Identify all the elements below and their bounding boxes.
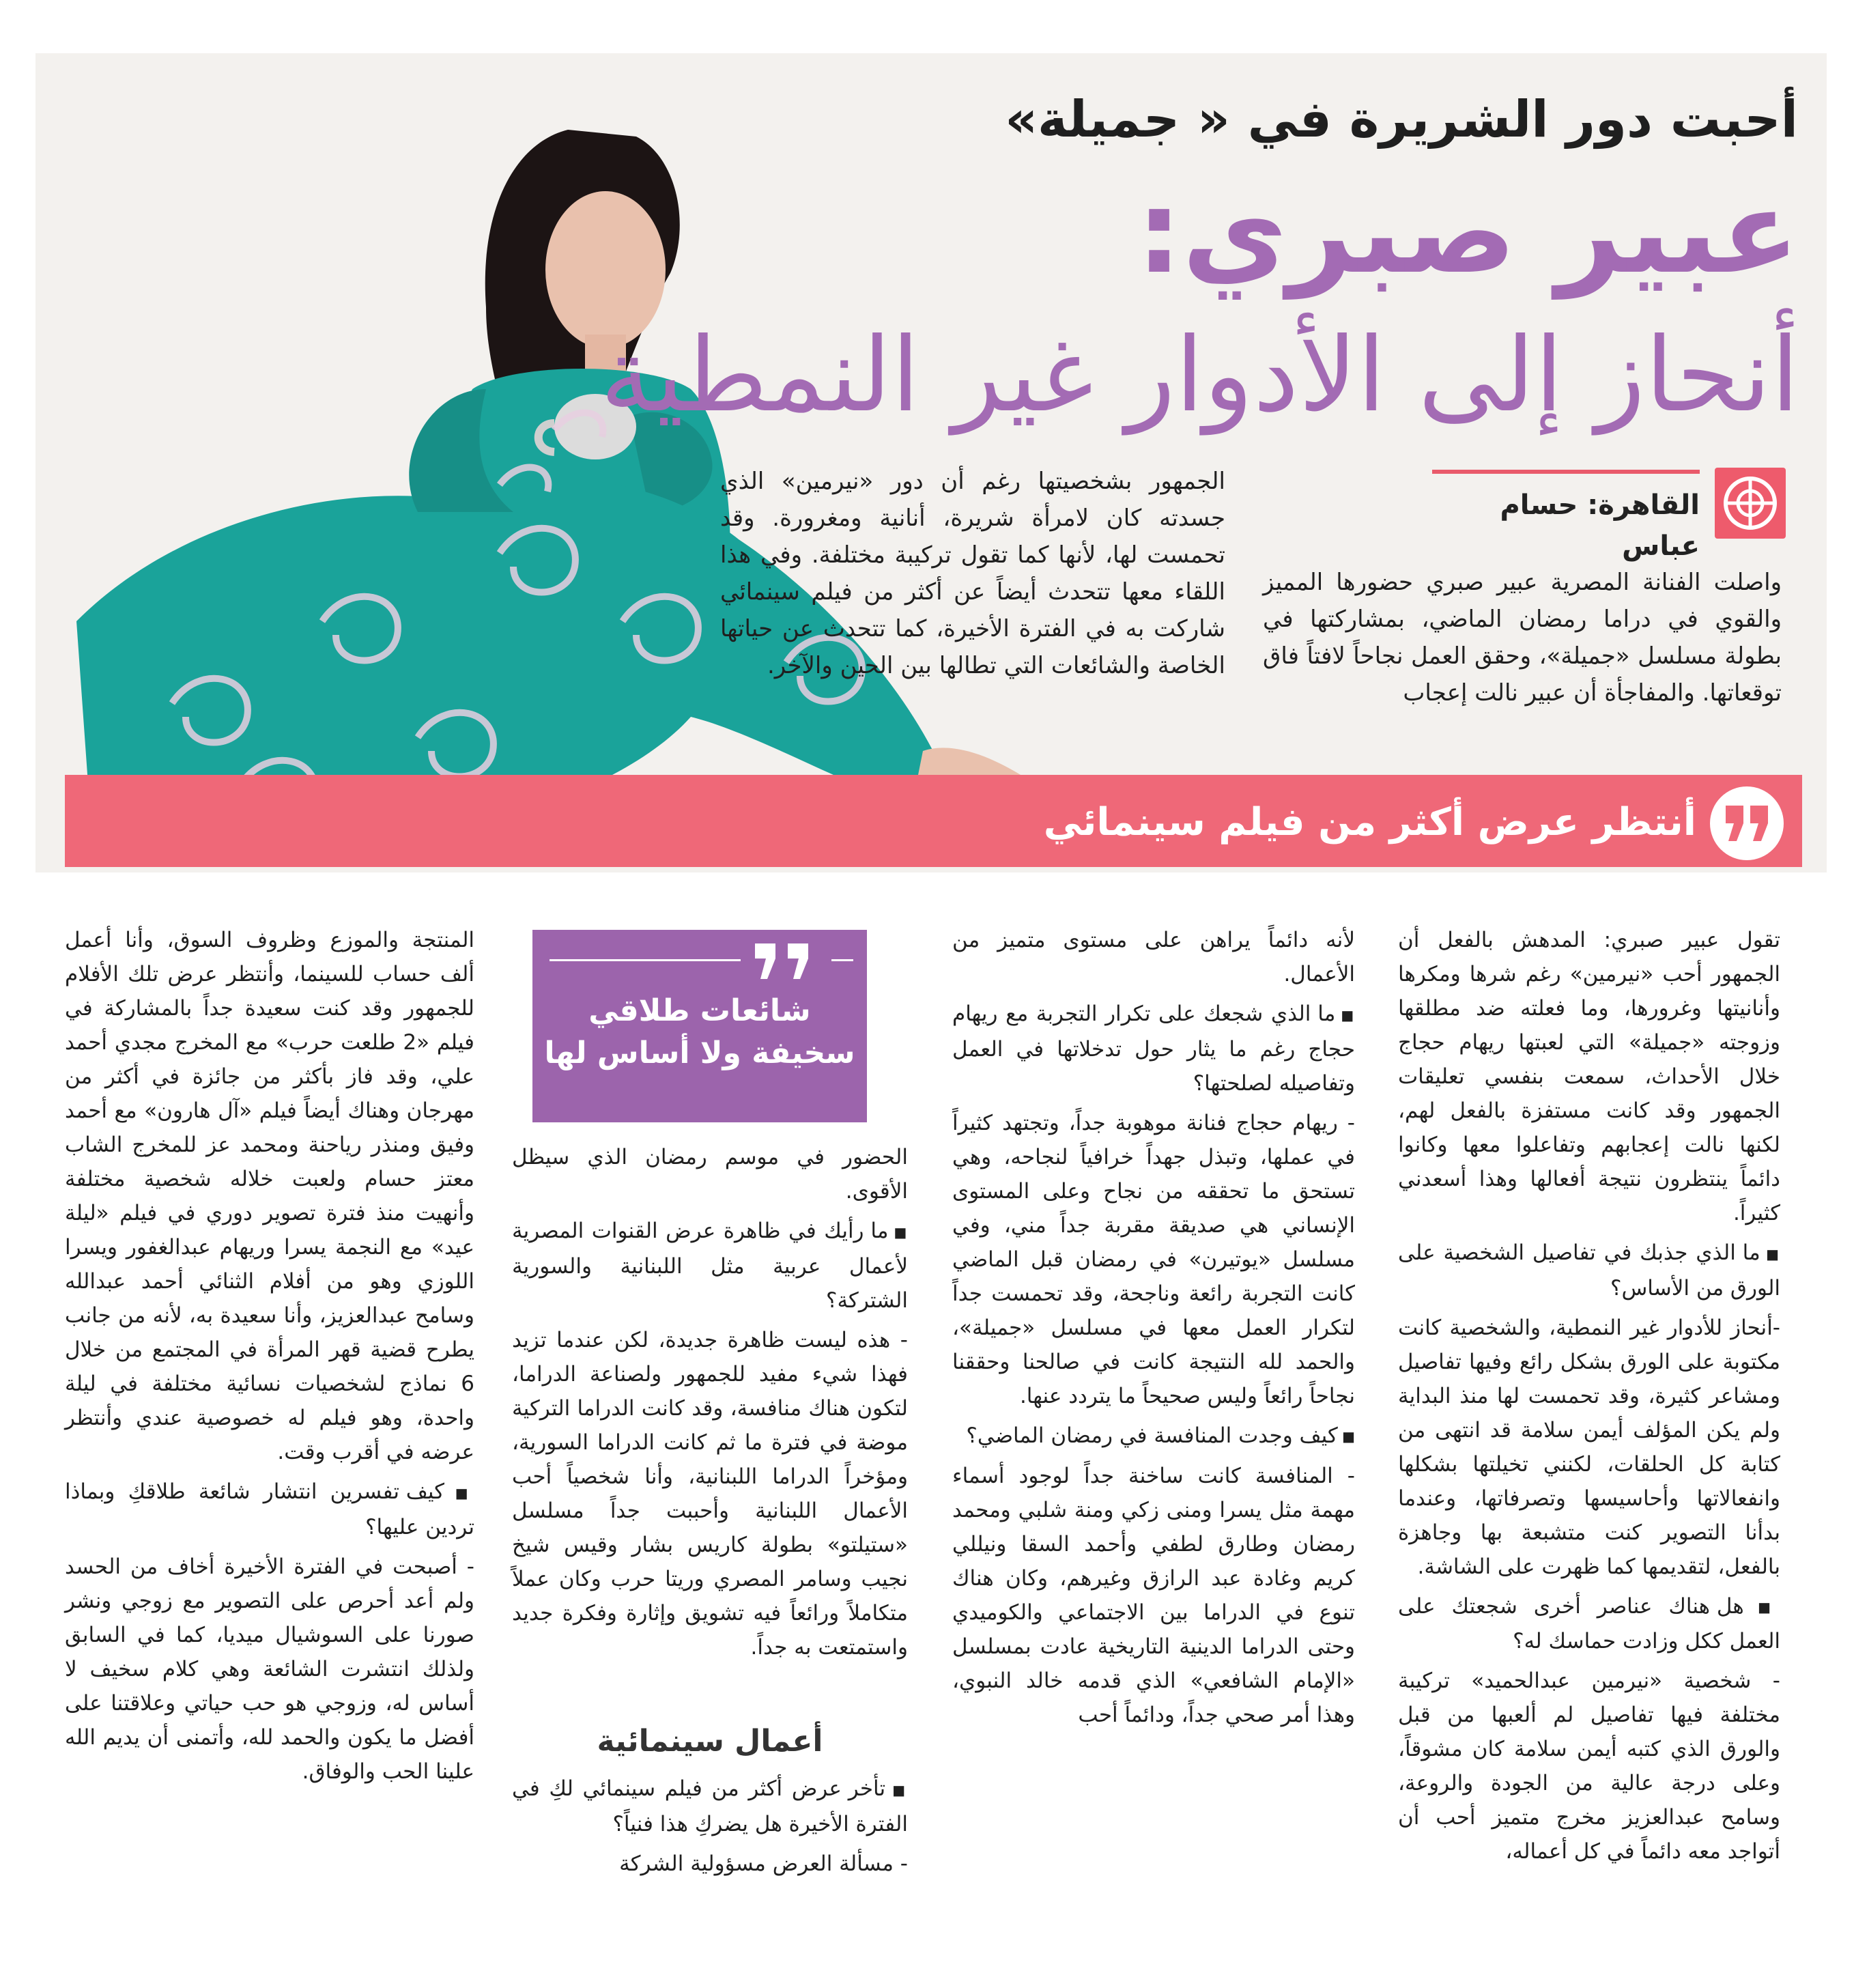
question: ■ كيف وجدت المنافسة في رمضان الماضي؟ [952, 1419, 1355, 1454]
paragraph: تقول عبير صبري: المدهش بالفعل أن الجمهور أحب «نيرمين» رغم شرها ومكرها وأنانيتها وغرورها، وما فعلته ضد مطلقها وزوجته «جميلة» التي لعبتها ريهام حجاج خلال الأحداث، سمعت بنفسي تعليقات الجمهور وقد كانت مستفزة بالفعل لهم، لكنها نالت إعجابهم وتفاعلوا معها وكانوا دائماً ينتظرون نتيجة أفعالها وهذا أسعدني كثيراً. [1398, 928, 1780, 1225]
question: ■ تأخر عرض أكثر من فيلم سينمائي لكِ في الفترة الأخيرة هل يضركِ هذا فنياً؟ [512, 1772, 908, 1841]
box-quote-icon [751, 942, 819, 980]
box-rule-right [831, 959, 853, 961]
box-title-line-1: شائعات طلاقي [588, 993, 811, 1028]
pull-quote-text: أنتظر عرض أكثر من فيلم سينمائي [1043, 800, 1696, 844]
paragraph: - شخصية «نيرمين عبدالحميد» تركيبة مختلفة فيها تفاصيل لم ألعبها من قبل والورق الذي كتبه أيمن سلامة كان مشوقاً، وعلى درجة عالية من الجودة والروعة، وسامح عبدالعزيز مخرج متميز أحب أن أتواجد معه دائماً في كل أعماله، [1398, 1668, 1780, 1864]
article-column-3 [512, 1140, 908, 1670]
paragraph: - هذه ليست ظاهرة جديدة، لكن عندما تزيد فهذا شيء مفيد للجمهور ولصناعة الدراما، لتكون هناك منافسة، وقد كانت الدراما التركية موضة في فترة ما ثم كانت الدراما السورية، ومؤخراً الدراما اللبنانية، وأنا شخصياً أحب الأعمال اللبنانية وأحببت جداً مسلسل «ستيلتو» بطولة كاريس بشار وقيس شيخ نجيب وسامر المصري وريتا حرب وكان عملاً متكاملاً ورائعاً فيه تشويق وإثارة وفكرة جديد واستمتعت به جداً. [512, 1327, 908, 1660]
paragraph: - المنافسة كانت ساخنة جداً لوجود أسماء مهمة مثل يسرا ومنى زكي ومنة شلبي ومحمد رمضان وطارق لطفي وأحمد السقا ونيللي كريم وغادة عبد الرازق وغيرهم، وكان هناك تنوع في الدراما بين الاجتماعي والكوميدي وحتى الدراما الدينية التاريخية عادت بمسلسل «الإمام الشافعي» الذي قدمه خالد النبوي، وهذا أمر صحي جداً، ودائماً أحب [952, 1464, 1355, 1727]
paragraph: -أنحاز للأدوار غير النمطية، والشخصية كانت مكتوبة على الورق بشكل رائع وفيها تفاصيل ومشاعر كثيرة، وقد تحمست لها منذ البداية ولم يكن المؤلف أيمن سلامة قد انتهى من كتابة كل الحلقات، لكنني تخيلتها بشكلها وانفعالاتها وأحاسيسها وتصرفاتها، وعندما بدأنا التصوير كنت متشبعة بها وجاهزة بالفعل، لتقديمها كما ظهرت على الشاشة. [1398, 1315, 1780, 1579]
question: ■ ما الذي جذبك في تفاصيل الشخصية على الورق من الأساس؟ [1398, 1236, 1780, 1305]
kicker-headline: أحبت دور الشريرة في « جميلة» [1005, 90, 1798, 149]
box-title-line-2: سخيفة ولا أساس لها [544, 1036, 855, 1070]
question: ■ ما الذي شجعك على تكرار التجربة مع ريهام حجاج رغم ما يثار حول تدخلاتها في العمل وتفاصيله لصلحتها؟ [952, 997, 1355, 1100]
byline: القاهرة: حسام عباس [1500, 489, 1700, 562]
box-rule-left [550, 959, 741, 961]
intro-paragraph-right: واصلت الفنانة المصرية عبير صبري حضورها المميز والقوي في دراما رمضان الماضي، بمشاركتها في بطولة مسلسل «جميلة»، وحقق العمل نجاحاً لافتاً فاق توقعاتها. والمفاجأة أن عبير نالت إعجاب [1263, 569, 1782, 707]
article-column-3-continued [512, 1772, 908, 1886]
article-column-1 [1398, 923, 1780, 1874]
section-subhead: أعمال سينمائية [597, 1724, 823, 1759]
paragraph: المنتجة والموزع وظروف السوق، وأنا أعمل ألف حساب للسينما، وأنتظر عرض تلك الأفلام للجمهور وقد كنت سعيدة جداً بالمشاركة في فيلم «2 طلعت حرب» مع المخرج مجدي أحمد علي، وقد فاز بأكثر من جائزة في أكثر من مهرجان وهناك أيضاً فيلم «آل هارون» مع أحمد وفيق ومنذر رياحنة ومحمد عز للمخرج الشاب معتز حسام ولعبت خلاله شخصية مختلفة وأنهيت منذ فترة تصوير دوري في فيلم «ليلة عيد» مع النجمة يسرا وريهام عبدالغفور ويسرا اللوزي وهو من أفلام الثنائي أحمد عبدالله وسامح عبدالعزيز، وأنا سعيدة به، لأنه من جانب يطرح قضية قهر المرأة في المجتمع من خلال 6 نماذج لشخصيات نسائية مختلفة في ليلة واحدة، وهو فيلم له خصوصية عندي وأنتظر عرضه في أقرب وقت. [65, 928, 474, 1464]
paragraph: - أصبحت في الفترة الأخيرة أخاف من الحسد ولم أعد أحرص على التصوير مع زوجي ونشر صورنا على السوشيال ميديا، كما في السابق ولذلك انتشرت الشائعة وهي كلام سخيف لا أساس له، وزوجي هو حب حياتي وعلاقتنا على أفضل ما يكون والحمد لله، وأتمنى أن يديم الله علينا الحب والوفاق. [65, 1554, 474, 1784]
paragraph: - مسألة العرض مسؤولية الشركة [619, 1851, 908, 1876]
paragraph: لأنه دائماً يراهن على مستوى متميز من الأعمال. [952, 928, 1355, 986]
publication-logo [1715, 468, 1786, 539]
quote-mark-icon [1710, 786, 1784, 860]
question: ■ ما رأيك في ظاهرة عرض القنوات المصرية لأعمال عربية مثل اللبنانية والسورية الشتركة؟ [512, 1214, 908, 1318]
paragraph: - ريهام حجاج فنانة موهوبة جداً، وتجتهد كثيراً في عملها، وتبذل جهداً خرافياً لنجاحه، وهي تستحق ما تحققه من نجاح وعلى المستوى الإنساني هي صديقة مقربة جداً مني، وفي مسلسل «يوتيرن» في رمضان قبل الماضي كانت التجربة رائعة وناجحة، وقد تحمست جداً لتكرار العمل معها في مسلسل «جميلة»، والحمد لله النتيجة كانت في صالحنا وحققنا نجاحاً رائعاً وليس صحيحاً ما يتردد عنها. [952, 1110, 1355, 1408]
sub-headline: أنحاز إلى الأدوار غير النمطية [600, 316, 1799, 435]
question: ■ كيف تفسرين انتشار شائعة طلاقكِ وبماذا تردين عليها؟ [65, 1475, 474, 1544]
intro-paragraph-left: الجمهور بشخصيتها رغم أن دور «نيرمين» الذي جسدته كان لامرأة شريرة، أنانية ومغرورة. وقد تحمست لها، لأنها كما تقول تركيبة مختلفة. وفي هذا اللقاء معها تتحدث أيضاً عن أكثر من فيلم سينمائي شاركت به في الفترة الأخيرة، كما تتحدث عن حياتها الخاصة والشائعات التي تطالها بين الحين والآخر. [720, 468, 1225, 679]
box-title [532, 990, 867, 1075]
article-column-4 [65, 923, 474, 1794]
paragraph: الحضور في موسم رمضان الذي سيظل الأقوى. [512, 1145, 908, 1204]
article-column-2 [952, 923, 1355, 1737]
question: ■ هل هناك عناصر أخرى شجعتك على العمل ككل وزادت حماسك له؟ [1398, 1589, 1780, 1659]
byline-rule [1432, 470, 1700, 474]
main-headline: عبير صبري: [1136, 165, 1799, 299]
